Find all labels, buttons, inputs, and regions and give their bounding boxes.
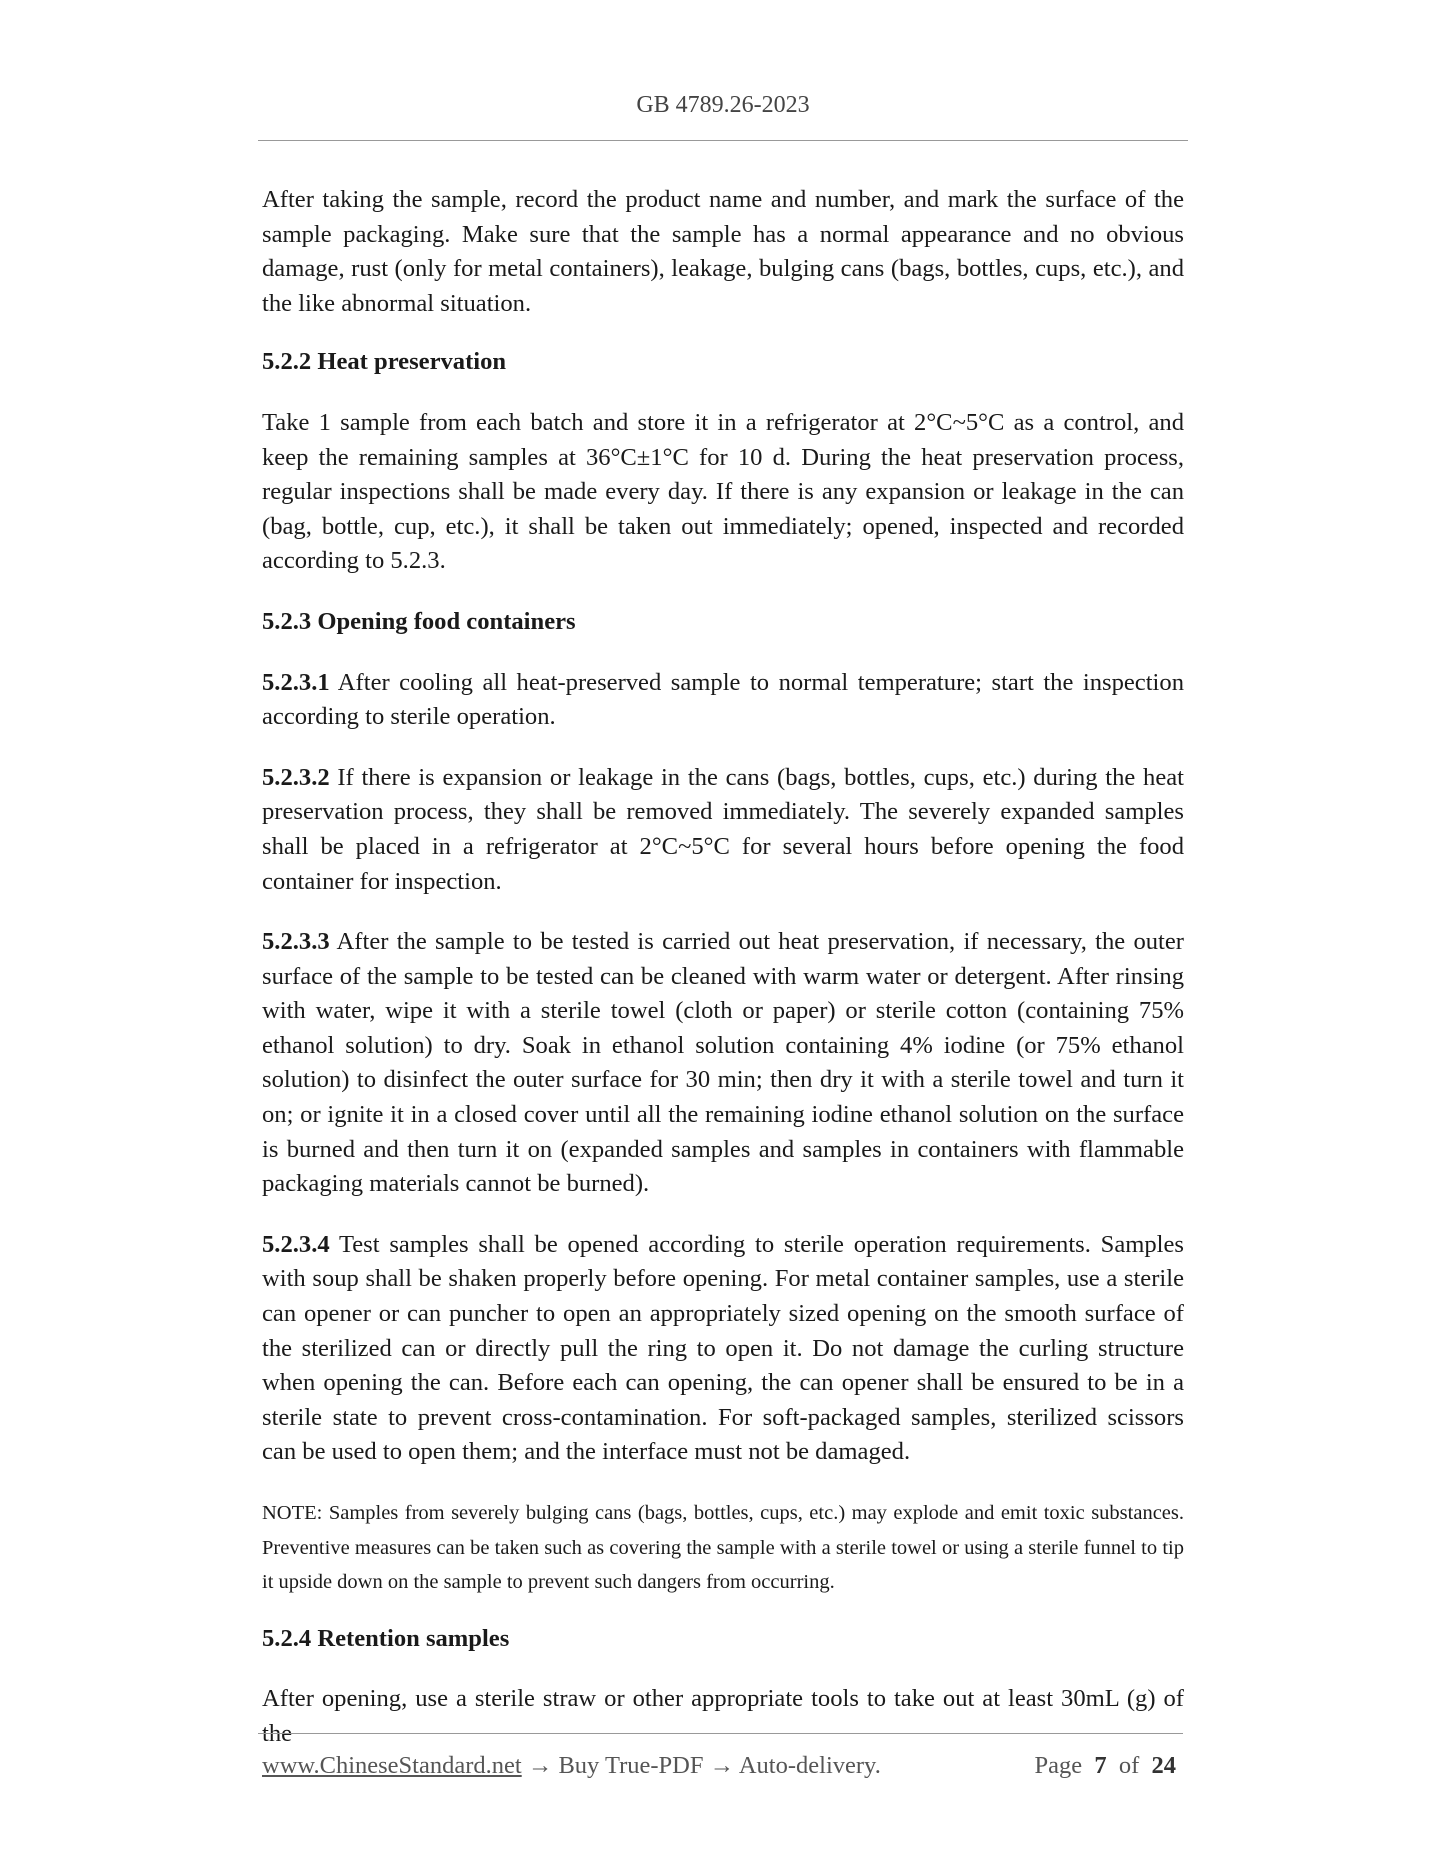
of-label: of bbox=[1118, 1752, 1140, 1779]
footer-tagline: → Buy True-PDF → Auto-delivery. bbox=[521, 1752, 881, 1779]
footer-divider bbox=[258, 1733, 1183, 1734]
page-number: 7 bbox=[1094, 1752, 1107, 1779]
header-divider bbox=[258, 140, 1188, 141]
section-5-2-3-heading: 5.2.3 Opening food containers bbox=[262, 607, 576, 635]
note-paragraph: NOTE: Samples from severely bulging cans (bags, bottles, cups, etc.) may explode and emit toxic substances. Preventive measures can be taken such as covering the sample with a sterile towel or using a sterile funnel to tip it upside down on the sample to prevent such dangers from occurring. bbox=[262, 1502, 1184, 1594]
clause-5-2-3-4 bbox=[262, 1228, 1184, 1470]
intro-paragraph: After taking the sample, record the product name and number, and mark the surface of the sample packaging. Make sure that the sample has a normal appearance and no obvious damage, rust (only for metal containers), leakage, bulging cans (bags, bottles, cups, etc.), and the like abnormal situation. bbox=[262, 186, 1184, 317]
clause-number: 5.2.3.2 bbox=[262, 763, 330, 791]
section-5-2-4-heading: 5.2.4 Retention samples bbox=[262, 1624, 510, 1652]
section-5-2-4-text: After opening, use a sterile straw or other appropriate tools to take out at least 30mL (g) of the bbox=[262, 1685, 1184, 1747]
chinesestandard-link[interactable]: www.ChineseStandard.net bbox=[262, 1752, 522, 1779]
clause-text: Test samples shall be opened according to sterile operation requirements. Samples with soup shall be shaken properly before opening. For metal container samples, use a sterile can opener or can puncher to open an appropriately sized opening on the smooth surface of the sterilized can or directly pull the ring to open it. Do not damage the curling structure when opening the can. Before each can opening, the can opener shall be ensured to be in a sterile state to prevent cross-contamination. For soft-packaged samples, sterilized scissors can be used to open them; and the interface must not be damaged. bbox=[262, 1230, 1184, 1466]
clause-5-2-3-1 bbox=[262, 666, 1184, 735]
clause-number: 5.2.3.4 bbox=[262, 1230, 330, 1258]
clause-text: If there is expansion or leakage in the cans (bags, bottles, cups, etc.) during the heat preservation process, they shall be removed immediately. The severely expanded samples shall be placed in a refrigerator at 2°C~5°C for several hours before opening the food container for inspection. bbox=[262, 763, 1184, 895]
page-content bbox=[262, 183, 1184, 1752]
section-5-2-2-text: Take 1 sample from each batch and store it in a refrigerator at 2°C~5°C as a control, and keep the remaining samples at 36°C±1°C for 10 d. During the heat preservation process, regular inspections shall be made every day. If there is any expansion or leakage in the can (bag, bottle, cup, etc.), it shall be taken out immediately; opened, inspected and recorded according to 5.2.3. bbox=[262, 408, 1184, 575]
page-total: 24 bbox=[1151, 1752, 1176, 1779]
clause-text: After the sample to be tested is carried out heat preservation, if necessary, the outer surface of the sample to be tested can be cleaned with warm water or detergent. After rinsing with water, wipe it with a sterile towel (cloth or paper) or sterile cotton (containing 75% ethanol solution) to dry. Soak in ethanol solution containing 4% iodine (or 75% ethanol solution) to disinfect the outer surface for 30 min; then dry it with a sterile towel and turn it on; or ignite it in a closed cover until all the remaining iodine ethanol solution on the surface is burned and then turn it on (expanded samples and samples in containers with flammable packaging materials cannot be burned). bbox=[262, 928, 1184, 1198]
page-label: Page bbox=[1034, 1752, 1083, 1779]
document-header: GB 4789.26-2023 bbox=[636, 92, 810, 118]
clause-number: 5.2.3.3 bbox=[262, 928, 330, 956]
clause-text: After cooling all heat-preserved sample to normal temperature; start the inspection according to sterile operation. bbox=[262, 668, 1184, 731]
clause-5-2-3-3 bbox=[262, 925, 1184, 1202]
page-footer bbox=[262, 1752, 1182, 1780]
clause-number: 5.2.3.1 bbox=[262, 668, 330, 696]
section-5-2-2-heading: 5.2.2 Heat preservation bbox=[262, 348, 507, 376]
page-indicator bbox=[1034, 1752, 1176, 1780]
clause-5-2-3-2 bbox=[262, 761, 1184, 899]
